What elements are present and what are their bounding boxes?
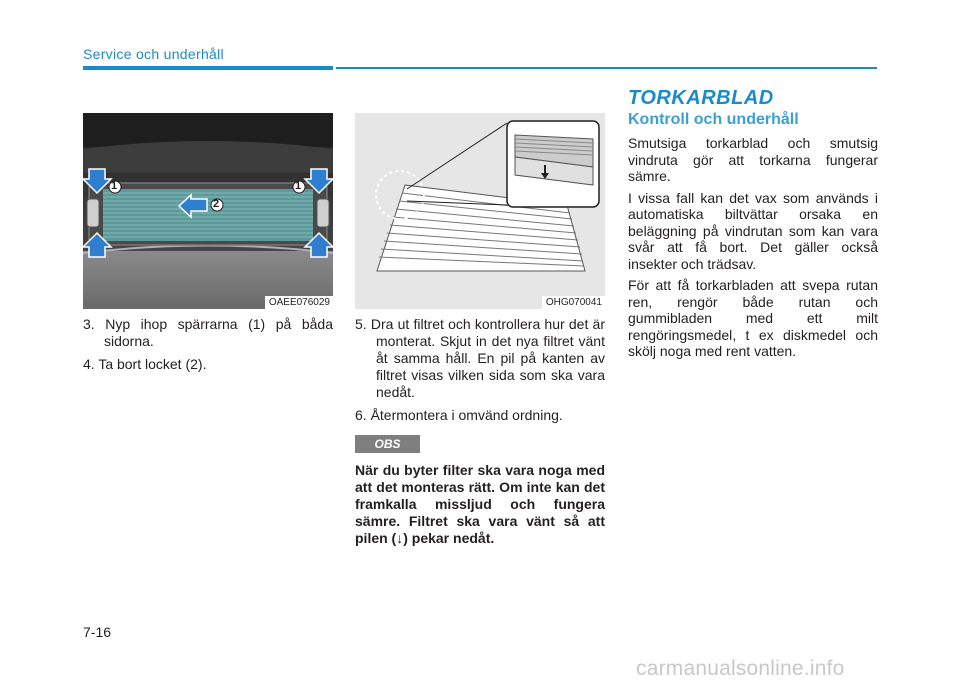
filter-arrow-illustration: [355, 113, 605, 309]
step-3: 3. Nyp ihop spärrarna (1) på båda sidorna.: [83, 316, 333, 349]
subsection-title: Kontroll och underhåll: [628, 111, 799, 128]
section-title-torkarblad: TORKARBLAD: [628, 87, 774, 109]
paragraph-2: I vissa fall kan det vax som används i automatiska biltvättar orsaka en beläggning på vindrutan som kan vara svår att få bort. Det gäller också insekter och trädsav.: [628, 189, 878, 272]
callout-2: 2: [213, 198, 220, 210]
header-rule-thin: [336, 67, 877, 69]
page-number: 7-16: [83, 624, 112, 640]
wiper-text-column: [628, 135, 878, 365]
obs-note-text: När du byter filter ska vara noga med att det monteras rätt. Om inte kan det framkalla missljud och fungera sämre. Filtret ska vara vänt så att pilen (↓) pekar nedåt.: [355, 462, 605, 546]
figure-code-right: OHG070041: [542, 296, 605, 309]
paragraph-1: Smutsiga torkarblad och smutsig vindruta gör att torkarna fungerar sämre.: [628, 135, 878, 184]
section-header-title: Service och underhåll: [83, 46, 224, 62]
filter-housing-illustration: [83, 113, 333, 309]
header-rule-thick: [83, 66, 333, 70]
paragraph-3: För att få torkarbladen att svepa rutan ren, rengör både rutan och gummibladen med ett milt rengöringsmedel, t ex diskmedel och skölj noga med rent vatten.: [628, 277, 878, 359]
callout-1-left: 1: [111, 180, 118, 192]
step-5: 5. Dra ut filtret och kontrollera hur det är monterat. Skjut in det nya filtret vänt åt samma håll. En pil på kanten av filtret visas vilken sida som ska vara nedåt.: [355, 316, 605, 400]
steps-column-2: [355, 316, 605, 430]
obs-badge: OBS: [355, 435, 420, 453]
figure-code-left: OAEE076029: [265, 296, 333, 309]
step-6: 6. Återmontera i omvänd ordning.: [355, 407, 563, 423]
steps-column-1: [83, 316, 333, 379]
watermark: carmanualsonline.info: [636, 657, 845, 680]
figure-filter-housing: [83, 113, 333, 309]
step-4: 4. Ta bort locket (2).: [83, 356, 207, 372]
figure-filter-arrow: [355, 113, 605, 309]
callout-1-right: 1: [295, 180, 302, 192]
